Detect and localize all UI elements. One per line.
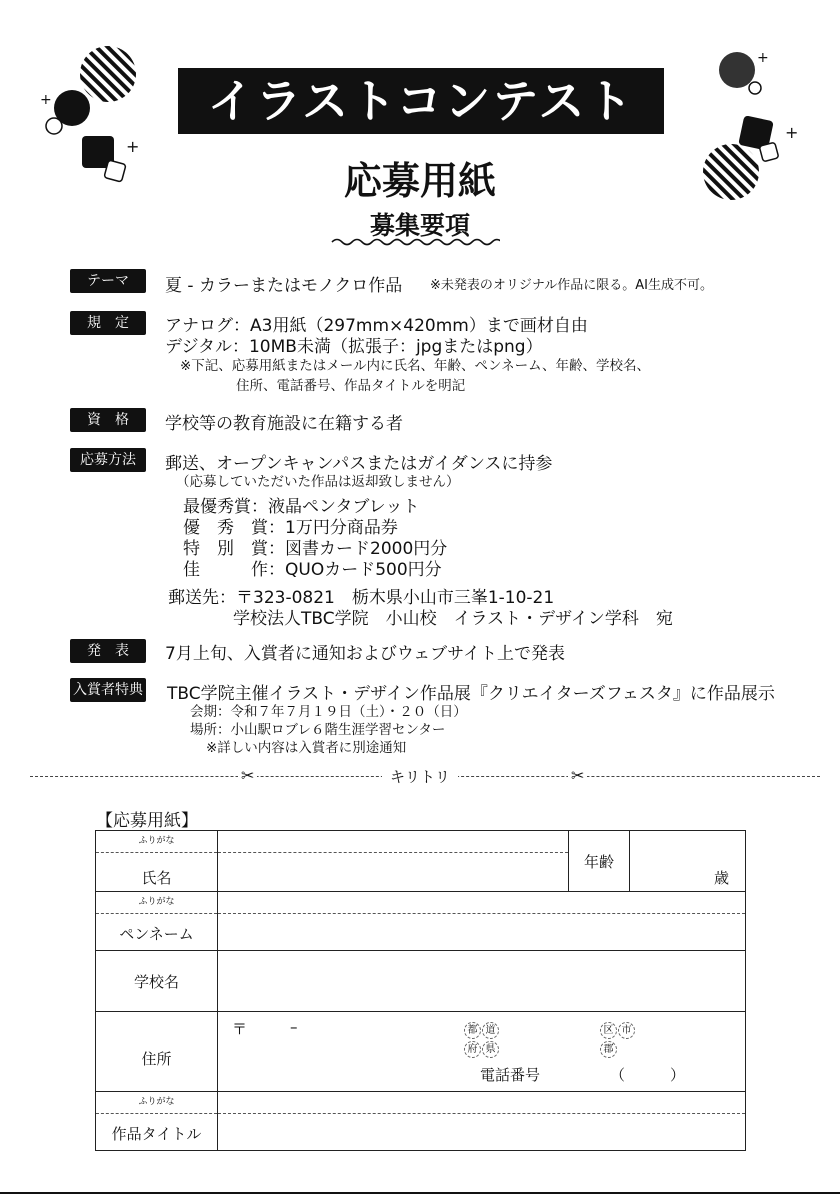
label-announcement: 発 表 <box>70 639 146 663</box>
cut-label: キリトリ <box>382 768 458 786</box>
theme-text: 夏 - カラーまたはモノクロ作品 <box>165 276 403 296</box>
theme-note: ※未発表のオリジナル作品に限る。AI生成不可。 <box>430 278 713 293</box>
pref-char: 都 <box>464 1022 481 1039</box>
svg-text:+: + <box>126 137 140 156</box>
age-label-cell <box>569 831 630 892</box>
method-text: 郵送、オープンキャンパスまたはガイダンスに持参 <box>165 454 553 474</box>
scissors-icon-right: ✂ <box>568 766 587 785</box>
penname-label-cell <box>96 892 218 951</box>
benefits-place: 場所：小山駅ロブレ６階生涯学習センター <box>190 722 446 738</box>
benefits-note: ※詳しい内容は入賞者に別途通知 <box>206 740 407 756</box>
penname-field[interactable] <box>218 892 746 951</box>
label-benefits: 入賞者特典 <box>70 678 146 702</box>
phone-label: 電話番号 <box>480 1066 541 1084</box>
svg-text:+: + <box>785 123 799 142</box>
school-label-cell <box>96 951 218 1012</box>
address-label-cell <box>96 1012 218 1092</box>
svg-text:+: + <box>757 50 769 66</box>
section-title: 募集要項 <box>369 211 470 240</box>
furigana-label: ふりがな <box>138 836 175 846</box>
name-label: 氏名 <box>141 869 172 887</box>
svg-text:+: + <box>40 92 52 108</box>
city-char: 市 <box>618 1022 635 1039</box>
address-field[interactable] <box>218 1012 746 1092</box>
age-field[interactable] <box>630 831 746 892</box>
mailing-recipient: 学校法人TBC学院 小山校 イラスト・デザイン学科 宛 <box>233 609 673 629</box>
prize-4: 佳 作：QUOカード500円分 <box>183 560 442 580</box>
age-label: 年齢 <box>583 853 614 871</box>
page-subtitle: 応募用紙 <box>343 159 496 203</box>
pref-char: 府 <box>464 1041 481 1058</box>
form-heading: 【応募用紙】 <box>96 811 198 831</box>
prize-1: 最優秀賞：液晶ペンタブレット <box>183 497 420 517</box>
phone-area-paren: （ ） <box>610 1066 686 1084</box>
contest-title: イラストコンテスト <box>178 68 664 134</box>
prize-2: 優 秀 賞：1万円分商品券 <box>183 518 398 538</box>
age-unit: 歳 <box>713 869 729 887</box>
postal-dash: – <box>290 1018 298 1036</box>
work-title-label: 作品タイトル <box>111 1125 202 1143</box>
name-field[interactable] <box>218 831 569 892</box>
label-eligibility: 資 格 <box>70 408 146 432</box>
bottom-border <box>0 1192 840 1194</box>
label-rules: 規 定 <box>70 311 146 335</box>
rules-analog: アナログ：A3用紙（297mm×420mm）まで画材自由 <box>165 316 588 336</box>
furigana-label: ふりがな <box>138 897 175 907</box>
pref-char: 道 <box>482 1022 499 1039</box>
method-note: （応募していただいた作品は返却致しません） <box>176 474 460 490</box>
announcement-text: 7月上旬、入賞者に通知およびウェブサイト上で発表 <box>165 644 565 664</box>
label-theme: テーマ <box>70 269 146 293</box>
scissors-icon-left: ✂ <box>238 766 257 785</box>
city-marks <box>600 1020 640 1058</box>
striped-circle-icon <box>80 46 136 102</box>
rules-digital: デジタル：10MB未満（拡張子：jpgまたはpng） <box>165 337 543 357</box>
rules-note-1: ※下記、応募用紙またはメール内に氏名、年齢、ペンネーム、年齢、学校名、 <box>180 358 651 374</box>
eligibility-text: 学校等の教育施設に在籍する者 <box>165 414 403 434</box>
wave-underline <box>330 236 500 248</box>
city-char: 郡 <box>600 1041 617 1058</box>
address-label: 住所 <box>141 1050 172 1068</box>
name-label-cell <box>96 831 218 892</box>
city-char: 区 <box>600 1022 617 1039</box>
school-field[interactable] <box>218 951 746 1012</box>
label-method: 応募方法 <box>70 448 146 472</box>
work-title-field[interactable] <box>218 1092 746 1151</box>
benefits-period: 会期：令和７年７月１９日（土）・２０（日） <box>190 704 467 720</box>
school-label: 学校名 <box>133 973 179 991</box>
postal-mark: 〒 <box>232 1020 248 1038</box>
prefecture-marks <box>464 1020 504 1058</box>
work-title-label-cell <box>96 1092 218 1151</box>
mailing-address: 郵送先：〒323-0821 栃木県小山市三峯1-10-21 <box>168 588 555 608</box>
pref-char: 県 <box>482 1041 499 1058</box>
prize-3: 特 別 賞：図書カード2000円分 <box>183 539 448 559</box>
application-form <box>95 830 746 1151</box>
furigana-label: ふりがな <box>138 1097 175 1107</box>
benefits-text: TBC学院主催イラスト・デザイン作品展『クリエイターズフェスタ』に作品展示 <box>167 684 775 704</box>
rules-note-2: 住所、電話番号、作品タイトルを明記 <box>236 378 466 394</box>
penname-label: ペンネーム <box>119 925 194 943</box>
